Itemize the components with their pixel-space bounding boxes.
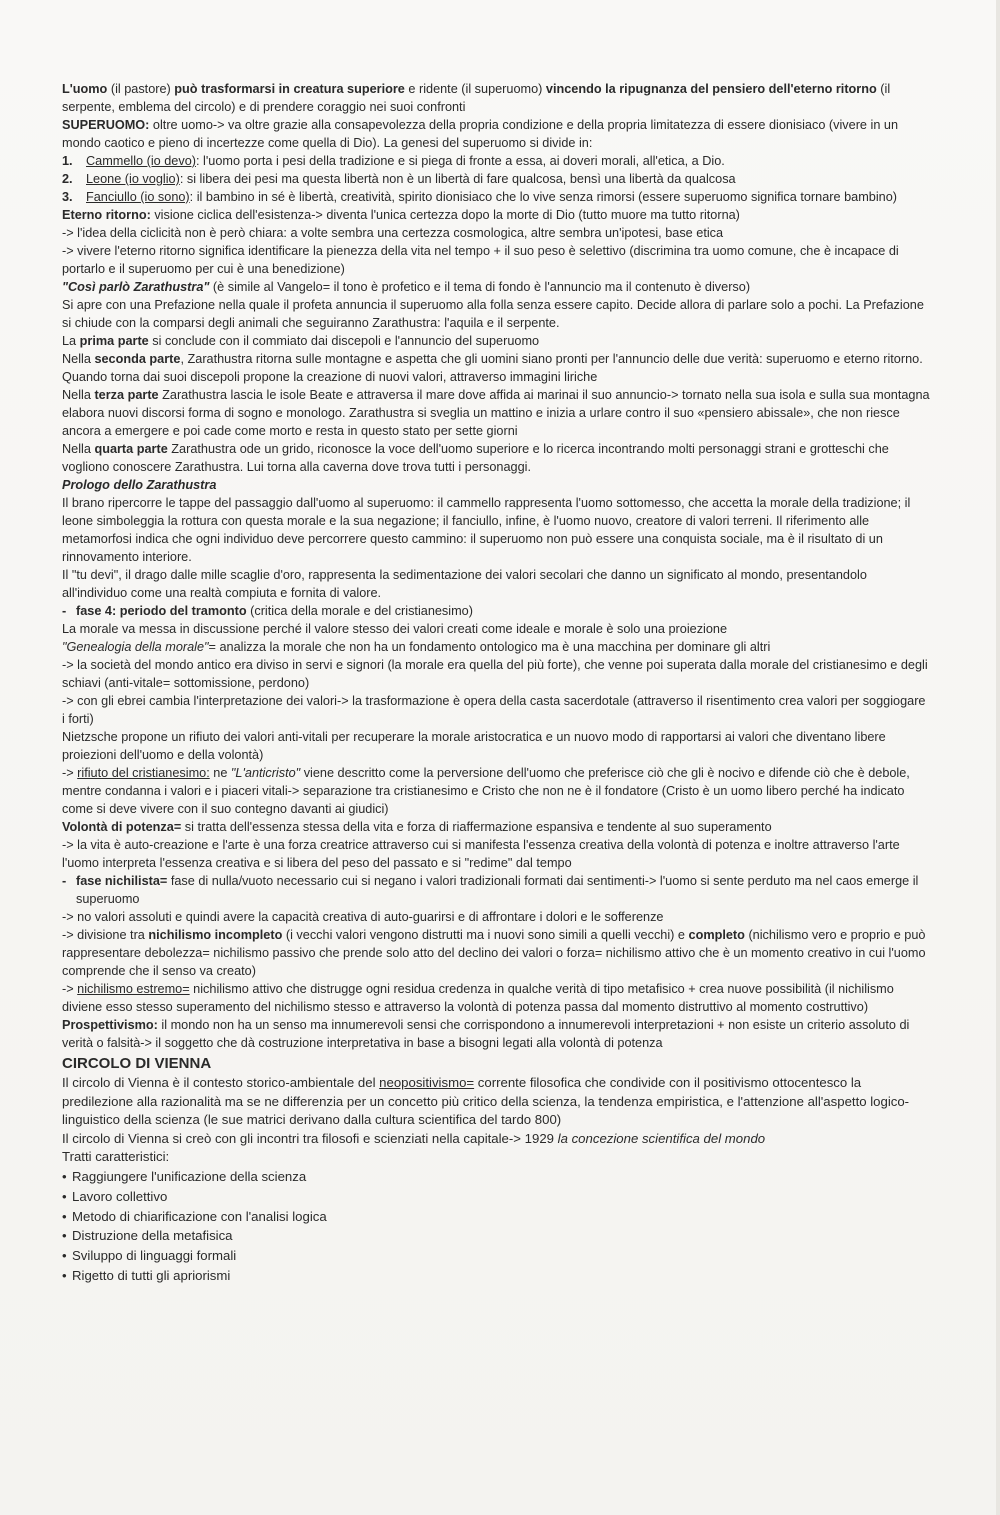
- text: ne: [209, 766, 231, 780]
- phase-desc: : l'uomo porta i pesi della tradizione e si piega di fronte a essa, ai doveri morali, all'etica, a Dio.: [196, 154, 725, 168]
- term-prospettivismo: Prospettivismo:: [62, 1018, 158, 1032]
- list-item: • Metodo di chiarificazione con l'analisi logica: [62, 1207, 930, 1227]
- term-fase-nichilista: fase nichilista=: [76, 874, 168, 888]
- text: oltre uomo-> va oltre grazie alla consapevolezza della propria condizione e della propria limitatezza di essere dionisiaco (vivere in un mondo caotico e pieno di incertezze come quella di Dio). La genesi del superuomo si divide in:: [62, 118, 899, 150]
- list-item: [62, 170, 930, 188]
- text: (il serpente, emblema del circolo) e di prendere coraggio nei suoi confronti: [62, 82, 891, 114]
- term-completo: completo: [688, 928, 745, 942]
- text: si conclude con il commiato dai discepoli e l'annuncio del superuomo: [148, 334, 540, 348]
- term-volonta: Volontà di potenza=: [62, 820, 182, 834]
- phase-desc: : il bambino in sé è libertà, creatività, spirito dionisiaco che lo vive senza rimorsi (essere superuomo significa tornare bambino): [189, 190, 897, 204]
- paragraph-uomo: [62, 80, 930, 116]
- paragraph-rifiuto: [62, 764, 930, 818]
- text: visione ciclica dell'esistenza-> diventa l'unica certezza dopo la morte di Dio (tutto muore ma tutto ritorna): [150, 208, 740, 222]
- paragraph-quarta-parte: [62, 440, 930, 476]
- term-superuomo: SUPERUOMO:: [62, 118, 150, 132]
- nichilista-heading: [62, 872, 930, 908]
- text: si tratta dell'essenza stessa della vita e forza di riaffermazione espansiva e tendente al suo superamento: [181, 820, 772, 834]
- line: -> con gli ebrei cambia l'interpretazione dei valori-> la trasformazione è opera della casta sacerdotale (attraverso il risentimento crea valori per soggiogare i forti): [62, 694, 926, 726]
- term-neopositivismo: neopositivismo=: [379, 1075, 475, 1090]
- text: fase di nulla/vuoto necessario cui si negano i valori tradizionali formati dai sentimenti-> l'uomo si sente perduto ma nel caos emerge il superuomo: [76, 874, 919, 906]
- paragraph-superuomo: [62, 116, 930, 152]
- paragraph-tu-devi: Il "tu devi", il drago dalle mille scaglie d'oro, rappresenta la sedimentazione dei valori secolari che danno un significato al mondo, presentandolo all'individuo come una realtà compiuta e fornita di valore.: [62, 568, 867, 600]
- paragraph-prospettivismo: [62, 1016, 930, 1052]
- term-eterno-ritorno: Eterno ritorno:: [62, 208, 151, 222]
- paragraph-seconda-parte: [62, 350, 930, 386]
- traits-label: Tratti caratteristici:: [62, 1149, 170, 1165]
- paragraph-volonta: [62, 818, 930, 836]
- phase-name: Fanciullo (io sono): [86, 190, 190, 204]
- text: viene descritto come la perversione dell'uomo che preferisce ciò che gli è nocivo e difende ciò che è debole, mentre condanna i valori e i piaceri vitali-> separazione tra cristianesimo e Cristo che non ne è il fondatore (Cristo è un uomo libero perché ha indicato come si deve vivere con il suo contegno davanti ai giudici): [62, 766, 910, 816]
- paragraph-prologo: Il brano ripercorre le tappe del passaggio dall'uomo al superuomo: il cammello rappresenta l'uomo sottomesso, che accetta la morale della tradizione; il leone simboleggia la rottura con questa morale e la sua negazione; il fanciullo, infine, è l'uomo nuovo, creatore di valori terreni. Il riferimento alle metamorfosi indica che ogni individuo deve percorrere questo cammino: il superuomo non può essere una conquista sociale, ma è il risultato di un rinnovamento interiore.: [62, 496, 911, 564]
- text: La: [62, 334, 80, 348]
- paragraph-vienna: [62, 1074, 930, 1130]
- list-number: 2.: [62, 172, 73, 186]
- text: (i vecchi valori vengono distrutti ma i nuovi sono simili a quelli vecchi) e: [282, 928, 689, 942]
- list-item: [62, 188, 930, 206]
- line: -> vivere l'eterno ritorno significa identificare la pienezza della vita nel tempo + il suo peso è selettivo (discrimina tra uomo comune, che è incapace di portarlo e il superuomo per cui è una benedizione): [62, 244, 899, 276]
- paragraph-divisione: [62, 926, 930, 980]
- term-prima-parte: prima parte: [79, 334, 149, 348]
- text: (nichilismo vero e proprio e può rappresentare debolezza= nichilismo passivo che prende solo atto del declino dei valori o forza= nichilismo attivo che è un momento creativo in cui l'uomo comprende che il senso va creato): [62, 928, 926, 978]
- book-title: "L'anticristo": [230, 766, 301, 780]
- line: -> la società del mondo antico era diviso in servi e signori (la morale era quella del più forte), che venne poi superata dalla morale del cristianesimo e degli schiavi (anti-vitale= sottomissione, perdono): [62, 658, 928, 690]
- term-rifiuto: rifiuto del cristianesimo:: [77, 766, 210, 780]
- fase4-heading: [62, 602, 930, 620]
- list-item: • Sviluppo di linguaggi formali: [62, 1246, 930, 1266]
- dash-marker: -: [62, 874, 67, 888]
- text: nichilismo attivo che distrugge ogni residua credenza in qualche verità di tipo metafisico + crea nuove possibilità (il nichilismo diviene esso stesso superamento del nichilismo stesso e attraverso la volontà di potenza passa dal momento distruttivo al momento costruttivo): [62, 982, 894, 1014]
- text: Nella: [62, 352, 95, 366]
- paragraph-estremo: [62, 980, 930, 1016]
- list-item: • Rigetto di tutti gli apriorismi: [62, 1266, 930, 1286]
- text: , Zarathustra ritorna sulle montagne e aspetta che gli uomini siano pronti per l'annuncio delle due verità: superuomo e eterno ritorno. Quando torna dai suoi discepoli propone la creazione di nuovi valori, attraverso immagini liriche: [62, 352, 923, 384]
- superuomo-phases-list: [62, 152, 930, 206]
- list-item: • Distruzione della metafisica: [62, 1226, 930, 1246]
- prologo-title: Prologo dello Zarathustra: [62, 478, 217, 492]
- term-incompleto: nichilismo incompleto: [148, 928, 283, 942]
- text: Nella: [62, 442, 95, 456]
- text: (il pastore): [107, 82, 175, 96]
- text: (critica della morale e del cristianesimo): [246, 604, 473, 618]
- paragraph-vienna-origin: [62, 1130, 930, 1149]
- vienna-body: [62, 1074, 930, 1286]
- text: corrente filosofica che condivide con il positivismo ottocentesco la predilezione alla razionalità ma se ne differenzia per un concetto più critico della scienza, la tendenza empiristica, e l'attenzione all'aspetto logico-linguistico della scienza (le sue matrici derivano dalla cultura scientifica del tardo 800): [62, 1075, 910, 1128]
- dash-marker: -: [62, 604, 67, 618]
- book-title: "Genealogia della morale": [62, 640, 209, 654]
- section-title: CIRCOLO DI VIENNA: [62, 1055, 212, 1072]
- phase-desc: : si libera dei pesi ma questa libertà non è un libertà di fare qualcosa, bensì una libertà da qualcosa: [179, 172, 736, 186]
- paragraph-zarathustra-title: [62, 278, 930, 296]
- text: Zarathustra ode un grido, riconosce la voce dell'uomo superiore e lo ricerca incontrando molti personaggi strani e grotteschi che vogliono conoscere Zarathustra. Lui torna alla caverna dove trova tutti i personaggi.: [62, 442, 889, 474]
- page-edge: [996, 0, 1000, 1515]
- text: -> divisione tra: [62, 928, 149, 942]
- text: e ridente (il superuomo): [404, 82, 546, 96]
- term-uomo: L'uomo: [62, 82, 108, 96]
- line: La morale va messa in discussione perché il valore stesso dei valori creati come ideale e morale è solo una proiezione: [62, 622, 728, 636]
- text: Il circolo di Vienna si creò con gli incontri tra filosofi e scienziati nella capitale-> 1929: [62, 1130, 558, 1146]
- notes-body: [62, 80, 930, 1286]
- term-seconda-parte: seconda parte: [94, 352, 181, 366]
- traits-list: [62, 1167, 930, 1286]
- term-estremo: nichilismo estremo=: [77, 982, 190, 996]
- list-number: 3.: [62, 190, 73, 204]
- line: -> no valori assoluti e quindi avere la capacità creativa di auto-guarirsi e di affrontare i dolori e le sofferenze: [62, 910, 664, 924]
- text: il mondo non ha un senso ma innumerevoli sensi che corrispondono a innumerevoli interpretazioni + non esiste un criterio assoluto di verità o falsità-> il soggetto che dà costruzione interpretativa in base a bisogni legati alla volontà di potenza: [62, 1018, 910, 1050]
- text: = analizza la morale che non ha un fondamento ontologico ma è una macchina per dominare gli altri: [208, 640, 771, 654]
- paragraph-prima-parte: [62, 332, 930, 350]
- text: Nella: [62, 388, 95, 402]
- book-title: "Così parlò Zarathustra": [62, 280, 210, 294]
- paragraph-prefazione: Si apre con una Prefazione nella quale il profeta annuncia il superuomo alla folla senza essere capito. Decide allora di parlare solo a pochi. La Prefazione si chiude con la comparsi degli animali che seguiranno Zarathustra: l'aquila e il serpente.: [62, 298, 924, 330]
- list-item: [62, 152, 930, 170]
- list-item: • Lavoro collettivo: [62, 1187, 930, 1207]
- phase-name: Cammello (io devo): [86, 154, 196, 168]
- text: ->: [62, 982, 78, 996]
- line: -> l'idea della ciclicità non è però chiara: a volte sembra una certezza cosmologica, altre sembra un'ipotesi, base etica: [62, 226, 724, 240]
- text: ->: [62, 766, 78, 780]
- text: Il circolo di Vienna è il contesto storico-ambientale del: [62, 1075, 380, 1090]
- text: (è simile al Vangelo= il tono è profetico e il tema di fondo è l'annuncio ma il contenuto è diverso): [209, 280, 751, 294]
- term-fase4: fase 4: periodo del tramonto: [76, 604, 247, 618]
- term-ripugnanza: vincendo la ripugnanza del pensiero dell'eterno ritorno: [545, 82, 877, 96]
- line: Nietzsche propone un rifiuto dei valori anti-vitali per recuperare la morale aristocratica e un nuovo modo di rapportarsi ai valori che diventano libere proiezioni dell'uomo e della volontà): [62, 730, 886, 762]
- book-title: la concezione scientifica del mondo: [557, 1130, 766, 1146]
- phase-name: Leone (io voglio): [86, 172, 180, 186]
- line: -> la vita è auto-creazione e l'arte è una forza creatrice attraverso cui si manifesta l'essenza creativa della volontà di potenza e inoltre attraverso l'arte l'uomo interpreta l'essenza creativa e si libera del peso del passato e si "redime" dal tempo: [62, 838, 900, 870]
- text: Zarathustra lascia le isole Beate e attraversa il mare dove affida ai marinai il suo annuncio-> tornato nella sua isola e sulla sua montagna elabora nuovi discorsi forma di sogno e monologo. Zarathustra si sveglia un mattino e inizia a urlare contro il suo «pensiero abissale», che non riesce ancora a emergere e poi cade come morto e resta in questo stato per sette giorni: [62, 388, 930, 438]
- term-terza-parte: terza parte: [94, 388, 159, 402]
- paragraph-genealogia: [62, 638, 930, 656]
- paragraph-terza-parte: [62, 386, 930, 440]
- term-trasformarsi: può trasformarsi in creatura superiore: [174, 82, 405, 96]
- list-item: • Raggiungere l'unificazione della scienza: [62, 1167, 930, 1187]
- list-number: 1.: [62, 154, 73, 168]
- paragraph-eterno-ritorno: [62, 206, 930, 224]
- term-quarta-parte: quarta parte: [94, 442, 168, 456]
